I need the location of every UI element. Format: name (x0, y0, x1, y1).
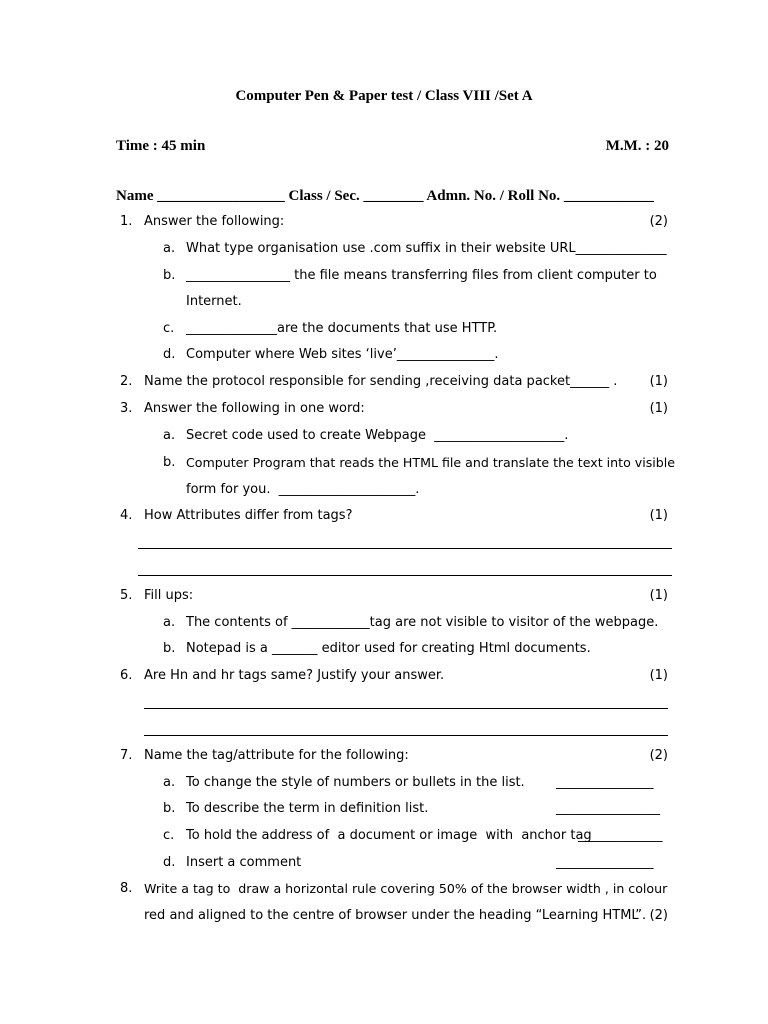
answer-line (144, 735, 668, 736)
question-number: 4. (120, 508, 133, 523)
item-letter: d. (163, 347, 176, 362)
answer-blank: _______________ (556, 775, 654, 790)
answer-blank: _______________ (556, 855, 654, 870)
question-marks: (2) (649, 908, 668, 923)
item-letter: b. (163, 641, 176, 656)
item-text: ________________ the file means transferring files from client computer to (186, 268, 657, 283)
question-marks: (1) (649, 401, 668, 416)
item-text: Computer where Web sites ‘live’_______________. (186, 347, 499, 362)
item-letter: a. (163, 615, 176, 630)
item-text-continued: Internet. (186, 294, 242, 309)
question-text: Fill ups: (144, 588, 194, 603)
question-number: 1. (120, 214, 133, 229)
item-text: The contents of ____________tag are not visible to visitor of the webpage. (186, 615, 659, 630)
question-number: 6. (120, 668, 133, 683)
item-text-continued: form for you. _____________________. (186, 482, 420, 497)
question-text: How Attributes differ from tags? (144, 508, 353, 523)
item-letter: a. (163, 241, 176, 256)
name-line: Name _________________ Class / Sec. ________ Admn. No. / Roll No. ____________ (116, 188, 654, 204)
question-text: Are Hn and hr tags same? Justify your answer. (144, 668, 445, 683)
question-marks: (1) (649, 508, 668, 523)
question-text: Answer the following: (144, 214, 285, 229)
item-text: To describe the term in definition list. (186, 801, 429, 816)
item-text: Notepad is a _______ editor used for creating Html documents. (186, 641, 591, 656)
item-text: Insert a comment (186, 855, 302, 870)
time-label: Time : 45 min (116, 138, 206, 154)
item-letter: c. (163, 828, 175, 843)
item-letter: b. (163, 455, 176, 470)
item-letter: a. (163, 428, 176, 443)
item-text: To hold the address of a document or image with anchor tag (186, 828, 592, 843)
item-letter: b. (163, 268, 176, 283)
item-letter: d. (163, 855, 176, 870)
question-marks: (2) (649, 214, 668, 229)
item-text: To change the style of numbers or bullets in the list. (186, 775, 525, 790)
item-text: Computer Program that reads the HTML file and translate the text into visible (186, 455, 676, 470)
item-text: What type organisation use .com suffix in their website URL______________ (186, 241, 667, 256)
question-number: 3. (120, 401, 133, 416)
answer-line (144, 708, 668, 709)
question-text: Name the protocol responsible for sending ,receiving data packet______ . (144, 374, 618, 389)
item-text: ______________are the documents that use HTTP. (186, 321, 498, 336)
page-title: Computer Pen & Paper test / Class VIII /Set A (235, 88, 533, 104)
answer-blank: ________________ (556, 801, 660, 816)
item-letter: c. (163, 321, 175, 336)
question-text: Write a tag to draw a horizontal rule covering 50% of the browser width , in colour (144, 881, 668, 896)
question-number: 5. (120, 588, 133, 603)
answer-blank: _____________ (578, 828, 663, 843)
question-text-continued: red and aligned to the centre of browser under the heading “Learning HTML”. (144, 908, 647, 923)
item-letter: b. (163, 801, 176, 816)
question-number: 2. (120, 374, 133, 389)
max-marks-label: M.M. : 20 (605, 138, 669, 154)
question-marks: (1) (649, 588, 668, 603)
answer-line (138, 575, 672, 576)
question-number: 7. (120, 748, 133, 763)
question-marks: (1) (649, 374, 668, 389)
question-number: 8. (120, 881, 133, 896)
question-text: Name the tag/attribute for the following: (144, 748, 409, 763)
item-text: Secret code used to create Webpage ____________________. (186, 428, 569, 443)
answer-line (138, 548, 672, 549)
question-marks: (2) (649, 748, 668, 763)
question-text: Answer the following in one word: (144, 401, 365, 416)
question-marks: (1) (649, 668, 668, 683)
item-letter: a. (163, 775, 176, 790)
